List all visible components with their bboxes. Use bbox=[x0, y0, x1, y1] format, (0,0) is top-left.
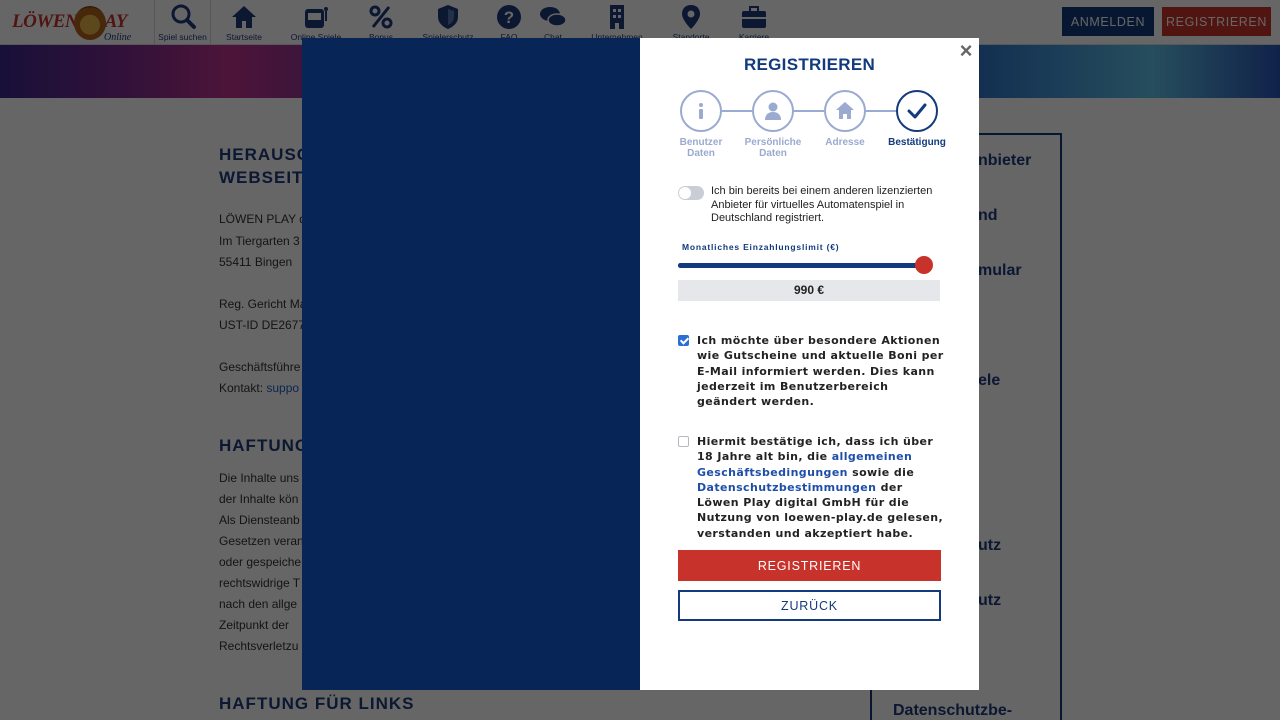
toggle-knob bbox=[679, 187, 691, 199]
step-label-line: Adresse bbox=[825, 137, 865, 148]
step-connector bbox=[794, 110, 824, 112]
step-connector bbox=[866, 110, 896, 112]
deposit-limit-label: Monatliches Einzahlungslimit (€) bbox=[682, 242, 840, 252]
step-label bbox=[733, 137, 813, 159]
register-submit-button[interactable]: REGISTRIEREN bbox=[678, 550, 941, 581]
step-benutzer-daten[interactable] bbox=[680, 90, 722, 132]
step-label-line: Benutzer bbox=[679, 137, 723, 148]
step-adresse[interactable] bbox=[824, 90, 866, 132]
deposit-limit-slider-fill bbox=[678, 263, 924, 268]
back-button[interactable]: ZURÜCK bbox=[678, 590, 941, 621]
terms-checkbox[interactable] bbox=[678, 436, 689, 447]
terms-text-part: Hiermit bestätige ich, dass ich über 18 Jahre alt bin, die bbox=[697, 435, 934, 464]
privacy-link[interactable]: Datenschutzbestimmungen bbox=[697, 480, 877, 494]
step-label bbox=[877, 137, 957, 148]
step-label bbox=[805, 137, 885, 148]
step-connector bbox=[722, 110, 752, 112]
already-registered-toggle[interactable] bbox=[678, 186, 704, 200]
agb-link[interactable]: allgemeinen Geschäftsbedingungen bbox=[697, 450, 913, 479]
modal-image-panel bbox=[302, 38, 640, 690]
newsletter-checkbox[interactable] bbox=[678, 335, 689, 346]
step-bestaetigung[interactable] bbox=[896, 90, 938, 132]
deposit-limit-slider-track[interactable] bbox=[678, 263, 932, 268]
step-label-line: Bestätigung bbox=[888, 137, 946, 148]
terms-text-part: sowie die bbox=[847, 465, 915, 479]
home-icon bbox=[835, 101, 855, 121]
step-label-line: Persönliche bbox=[744, 137, 802, 148]
terms-text-part: der Löwen Play digital GmbH für die Nutzung von loewen-play.de gelesen, verstanden und akzeptiert habe. bbox=[697, 480, 944, 540]
already-registered-text: Ich bin bereits bei einem anderen lizenzierten Anbieter für virtuelles Automatenspiel in Deutschland registriert. bbox=[711, 185, 933, 225]
step-label-line: Daten bbox=[687, 148, 715, 159]
step-persoenliche-daten[interactable] bbox=[752, 90, 794, 132]
info-icon bbox=[691, 101, 711, 121]
step-label-line: Daten bbox=[759, 148, 787, 159]
close-icon[interactable]: × bbox=[959, 38, 973, 63]
step-label bbox=[661, 137, 741, 159]
modal-title: REGISTRIEREN bbox=[743, 55, 876, 74]
check-icon bbox=[907, 101, 927, 121]
newsletter-text: Ich möchte über besondere Aktionen wie Gutscheine und aktuelle Boni per E-Mail informiert werden. Dies kann jederzeit im Benutzerbereich geändert werden. bbox=[697, 334, 944, 409]
terms-text bbox=[697, 434, 945, 541]
user-icon bbox=[763, 101, 783, 121]
deposit-limit-amount[interactable]: 990 € bbox=[678, 280, 940, 301]
